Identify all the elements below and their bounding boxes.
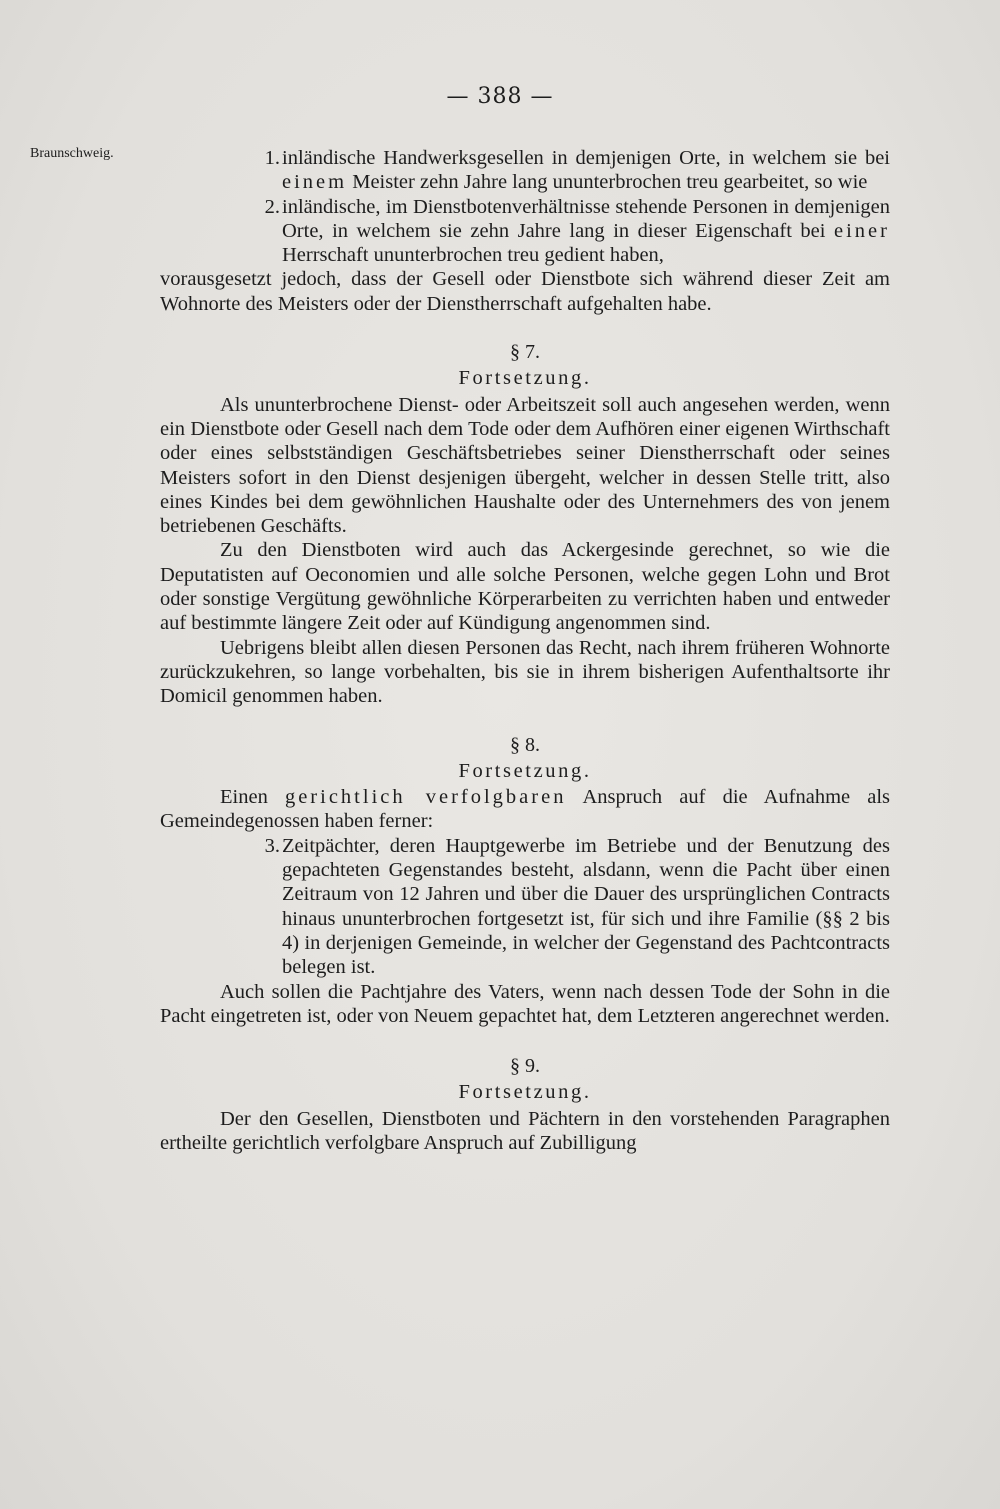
paragraph: Einen gerichtlich verfolgbaren Anspruch auf die Aufnahme als Gemeindegenossen haben ferner: (160, 786, 891, 833)
paragraph: Zu den Dienstboten wird auch das Ackergesinde gerechnet, so wie die Deputatisten auf Oeconomien und alle solche Personen, welche gegen Lohn und Brot oder sonstige Vergütung gewöhnliche Körperarbeiten zu verrichten haben und entweder auf bestimmte längere Zeit oder auf Kündigung angenommen sind. (160, 539, 890, 635)
list-item: 2. inländische, im Dienstbotenverhältnisse stehende Personen in demjenigen Orte, in welchem sie zehn Jahre lang in dieser Eigenschaft bei einer Herrschaft ununterbrochen treu gedient haben, (264, 195, 890, 267)
paragraph: vorausgesetzt jedoch, dass der Gesell oder Dienstbote sich während dieser Zeit am Wohnorte des Meisters oder der Dienstherrschaft aufgehalten habe. (160, 268, 890, 315)
paragraph: Auch sollen die Pachtjahre des Vaters, wenn nach dessen Tode der Sohn in die Pacht eingetreten ist, oder von Neuem gepachtet hat, dem Letzteren angerechnet werden. (160, 980, 890, 1027)
section-number: § 7. (510, 341, 540, 364)
section-heading: Fortsetzung. (458, 759, 592, 782)
list-item: 3. Zeitpächter, deren Hauptgewerbe im Betriebe und der Benutzung des gepachteten Gegenstandes besteht, alsdann, wenn die Pacht über einen Zeitraum von 12 Jahren und über die Dauer des ursprünglichen Contracts hinaus ununterbrochen fortgesetzt ist, für sich und ihre Familie (§§ 2 bis 4) in derjenigen Gemeinde, in welcher der Gegenstand des Pachtcontracts belegen ist. (264, 834, 890, 979)
section-number: § 8. (510, 733, 540, 756)
body-text (160, 146, 890, 1155)
section-number: § 9. (510, 1055, 540, 1078)
list-item: 1. inländische Handwerksgesellen in demjenigen Orte, in welchem sie bei einem Meister zehn Jahre lang ununterbrochen treu gearbeitet, so wie (264, 147, 890, 194)
page-number: — 388 — (446, 84, 554, 109)
section-heading: Fortsetzung. (458, 1081, 592, 1104)
paragraph: Uebrigens bleibt allen diesen Personen das Recht, nach ihrem früheren Wohnorte zurückzukehren, so lange vorbehalten, bis sie in ihrem bisherigen Aufenthaltsorte ihr Domicil genommen haben. (160, 636, 890, 708)
paragraph: Der den Gesellen, Dienstboten und Pächtern in den vorstehenden Paragraphen ertheilte gerichtlich verfolgbare Anspruch auf Zubilligung (160, 1107, 890, 1154)
margin-note: Braunschweig. (30, 146, 114, 161)
section-heading: Fortsetzung. (458, 367, 592, 390)
paragraph: Als ununterbrochene Dienst- oder Arbeitszeit soll auch angesehen werden, wenn ein Dienstbote oder Gesell nach dem Tode oder dem Aufhören einer eigenen Wirthschaft oder eines selbstständigen Geschäftsbetriebes seiner Dienstherrschaft oder seines Meisters sofort in den Dienst desjenigen übergeht, welcher in dessen Stelle tritt, also eines Kindes bei dem gewöhnlichen Haushalte oder des Unternehmers des von jenem betriebenen Geschäfts. (160, 393, 890, 538)
